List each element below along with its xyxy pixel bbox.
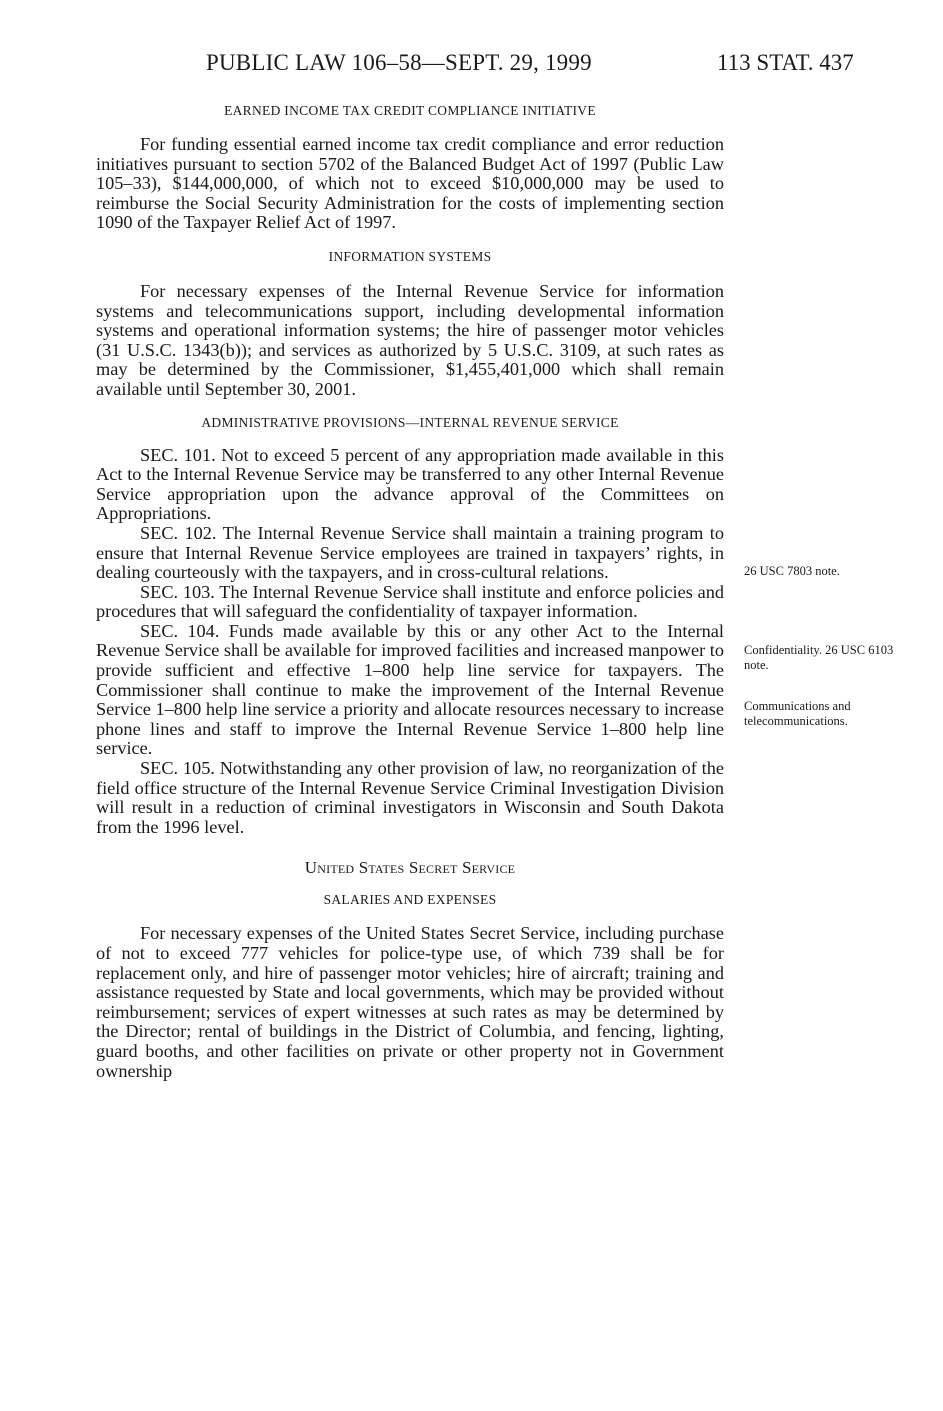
margin-note-102: 26 USC 7803 note. [744, 564, 840, 578]
heading-eitc: EARNED INCOME TAX CREDIT COMPLIANCE INITIATIVE [224, 103, 596, 118]
section-105 [96, 759, 724, 837]
main-text-column [96, 102, 724, 1081]
paragraph-secret-service: For necessary expenses of the United States Secret Service, including purchase of not to exceed 777 vehicles for police-type use, of which 739 shall be for replacement only, and hire of passenger motor vehicles; hire of aircraft; training and assistance requested by State and local governments, which may be provided without reimbursement; services of expert witnesses at such rates as may be determined by the Director; rental of buildings in the District of Columbia, and fencing, lighting, guard booths, and other facilities on private or other property not in Government ownership [96, 923, 724, 1081]
section-105-text: Notwithstanding any other provision of law, no reorganization of the field office structure of the Internal Revenue Service Criminal Investigation Division will result in a reduction of criminal investigators in Wisconsin and South Dakota from the 1996 level. [96, 758, 724, 837]
section-102 [96, 524, 724, 583]
section-104-label: SEC. 104. [140, 620, 220, 641]
section-101 [96, 446, 724, 524]
section-101-label: SEC. 101. [140, 444, 216, 465]
section-101-text: Not to exceed 5 percent of any appropriation made available in this Act to the Internal Revenue Service may be transferred to any other Internal Revenue Service appropriation upon the advance approval of the Committees on Appropriations. [96, 444, 724, 524]
heading-administrative-provisions: ADMINISTRATIVE PROVISIONS—INTERNAL REVENUE SERVICE [201, 414, 619, 430]
heading-information-systems: INFORMATION SYSTEMS [328, 248, 492, 264]
section-104 [96, 622, 724, 759]
section-102-label: SEC. 102. [140, 522, 217, 543]
section-104-text: Funds made available by this or any other Act to the Internal Revenue Service shall be available for improved facilities and increased manpower to provide sufficient and effective 1–800 help line service for taxpayers. The Commissioner shall continue to make the improvement of the Internal Revenue Service 1–800 help line service a priority and allocate resources necessary to increase phone lines and staff to improve the Internal Revenue Service 1–800 help line service. [96, 620, 724, 759]
section-102-text: The Internal Revenue Service shall maintain a training program to ensure that Internal Revenue Service employees are trained in taxpayers’ rights, in dealing courteously with the taxpayers, and in cross-cultural relations. [96, 522, 724, 583]
paragraph-eitc: For funding essential earned income tax credit compliance and error reduction initiatives pursuant to section 5702 of the Balanced Budget Act of 1997 (Public Law 105–33), $144,000,000, of which not to exceed $10,000,000 may be used to reimburse the Social Security Administration for the costs of implementing section 1090 of the Taxpayer Relief Act of 1997. [96, 134, 724, 233]
section-105-label: SEC. 105. [140, 758, 215, 779]
heading-secret-service: United States Secret Service [304, 858, 516, 878]
section-103-text: The Internal Revenue Service shall institute and enforce policies and procedures that will safeguard the confidentiality of taxpayer information. [96, 581, 724, 622]
heading-salaries-and-expenses: SALARIES AND EXPENSES [323, 892, 497, 908]
page-header-title: PUBLIC LAW 106–58—SEPT. 29, 1999 [206, 50, 592, 75]
margin-note-104: Communications and telecommunications. [744, 699, 851, 728]
section-103 [96, 583, 724, 622]
section-103-label: SEC. 103. [140, 581, 215, 602]
paragraph-information-systems: For necessary expenses of the Internal Revenue Service for information systems and telecommunications support, including developmental information systems and operational information systems; the hire of passenger motor vehicles (31 U.S.C. 1343(b)); and services as authorized by 5 U.S.C. 3109, at such rates as may be determined by the Commissioner, $1,455,401,000 which shall remain available until September 30, 2001. [96, 280, 724, 399]
margin-note-103: Confidentiality. 26 USC 6103 note. [744, 643, 894, 672]
page-header-stat: 113 STAT. 437 [717, 50, 854, 75]
